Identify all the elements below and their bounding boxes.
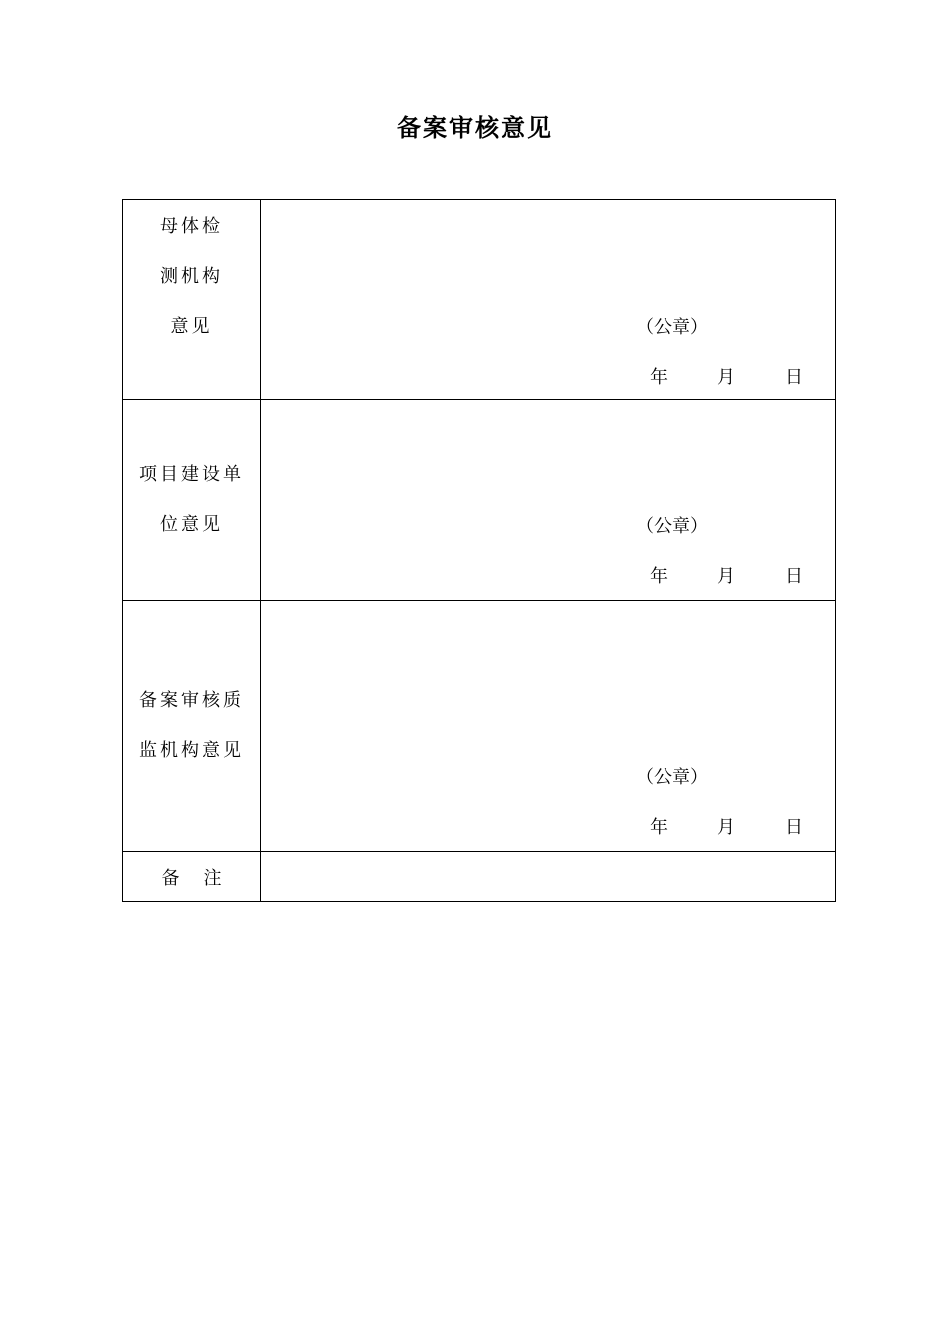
opinion-field-quality-supervision[interactable]: [261, 601, 836, 852]
day-label: 日: [785, 367, 803, 388]
day-label: 日: [785, 566, 803, 587]
review-opinion-table: [122, 199, 836, 902]
table-row-notes: [123, 852, 836, 902]
table-row-quality-supervision: [123, 601, 836, 852]
official-seal-label: （公章）: [636, 516, 708, 537]
table-row-construction-unit: [123, 400, 836, 601]
label-line: 监机构意见: [139, 740, 244, 761]
official-seal-label: （公章）: [636, 767, 708, 788]
official-seal-label: （公章）: [636, 317, 708, 338]
year-label: 年: [650, 817, 668, 838]
opinion-field-construction-unit[interactable]: [261, 400, 836, 601]
opinion-field-testing-agency[interactable]: [261, 200, 836, 400]
month-label: 月: [717, 566, 735, 587]
label-line: 母体检: [160, 216, 223, 237]
year-label: 年: [650, 367, 668, 388]
year-label: 年: [650, 566, 668, 587]
page-title: 备案审核意见: [397, 113, 553, 142]
month-label: 月: [717, 367, 735, 388]
label-line: 位意见: [160, 514, 223, 535]
notes-field[interactable]: [261, 852, 836, 902]
label-line: 意见: [170, 316, 213, 337]
notes-label: 备注: [123, 852, 261, 902]
label-line: 测机构: [160, 266, 223, 287]
table-row-testing-agency: [123, 200, 836, 400]
label-line: 备案审核质: [139, 690, 244, 711]
label-testing-agency-opinion: [123, 200, 261, 400]
label-line: 项目建设单: [139, 464, 244, 485]
label-construction-unit-opinion: [123, 400, 261, 601]
month-label: 月: [717, 817, 735, 838]
label-quality-supervision-opinion: [123, 601, 261, 852]
day-label: 日: [785, 817, 803, 838]
